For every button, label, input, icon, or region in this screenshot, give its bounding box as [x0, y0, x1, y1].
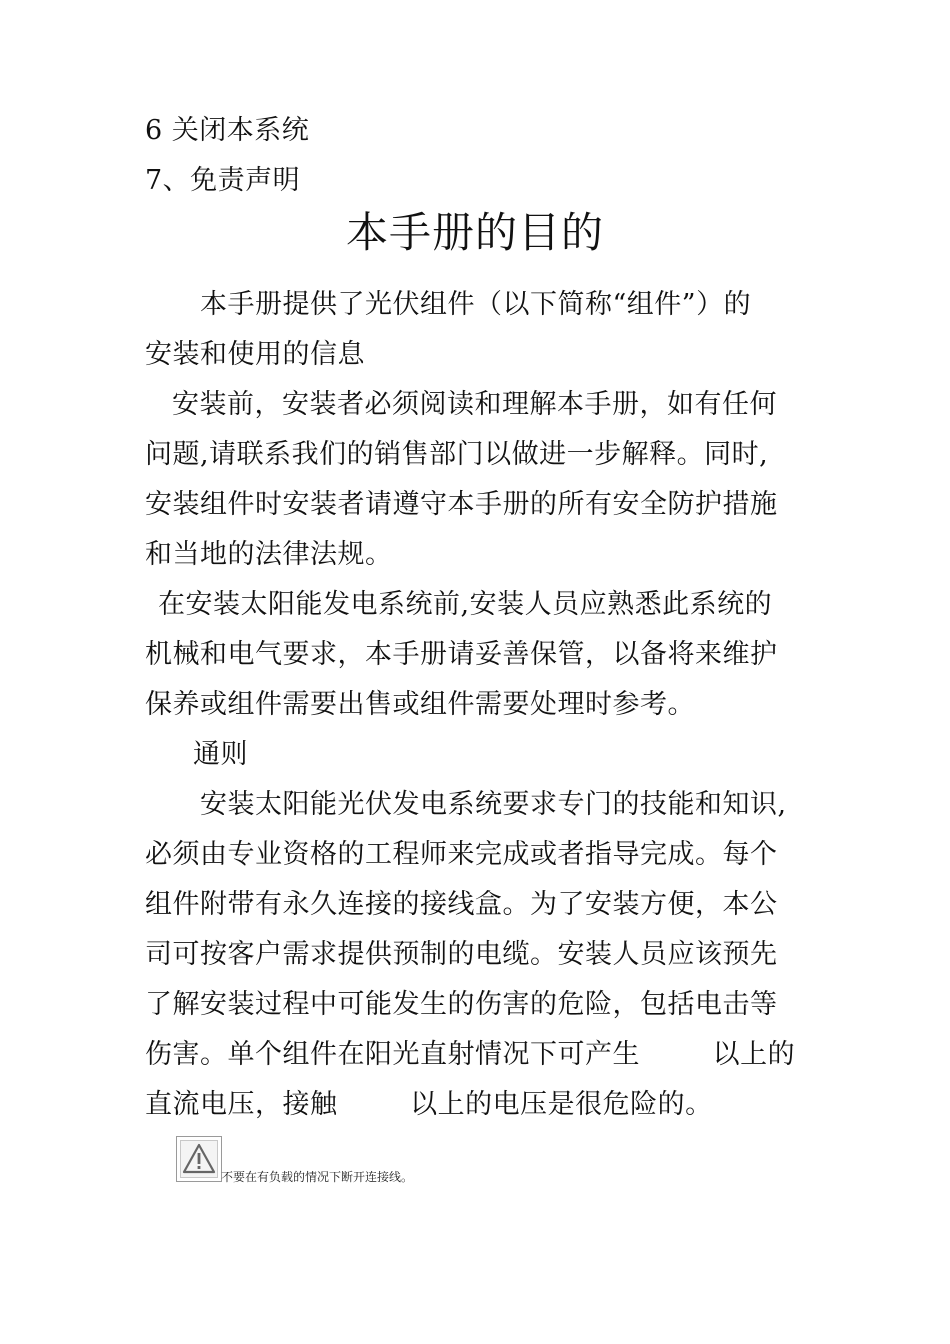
paragraph-line: 了解安装过程中可能发生的伤害的危险，包括电击等	[145, 989, 778, 1020]
paragraph-line: 在安装太阳能发电系统前,安装人员应熟悉此系统的	[158, 589, 773, 620]
warning-icon-box	[176, 1136, 222, 1182]
paragraph-line: 安装前，安装者必须阅读和理解本手册，如有任何	[172, 389, 777, 420]
subsection-heading: 通则	[193, 739, 248, 770]
paragraph-line: 和当地的法律法规。	[145, 539, 393, 570]
warning-triangle-icon	[180, 1140, 218, 1178]
warning-text: 不要在有负载的情况下断开连接线。	[221, 1170, 414, 1184]
paragraph-line: 本手册提供了光伏组件（以下简称“组件”）的	[200, 289, 752, 320]
toc-item-6: 6 关闭本系统	[145, 115, 310, 146]
paragraph-line: 直流电压，接触 以上的电压是很危险的。	[145, 1089, 713, 1120]
toc-item-7: 7、免责声明	[145, 165, 301, 196]
paragraph-line: 问题,请联系我们的销售部门以做进一步解释。同时,	[145, 439, 769, 470]
paragraph-line: 安装太阳能光伏发电系统要求专门的技能和知识,	[200, 789, 787, 820]
paragraph-line: 机械和电气要求，本手册请妥善保管，以备将来维护	[145, 639, 778, 670]
paragraph-line: 伤害。单个组件在阳光直射情况下可产生 以上的	[145, 1039, 796, 1070]
paragraph-line: 必须由专业资格的工程师来完成或者指导完成。每个	[145, 839, 778, 870]
paragraph-line: 组件附带有永久连接的接线盒。为了安装方便，本公	[145, 889, 778, 920]
paragraph-line: 司可按客户需求提供预制的电缆。安装人员应该预先	[145, 939, 778, 970]
paragraph-line: 安装组件时安装者请遵守本手册的所有安全防护措施	[145, 489, 778, 520]
paragraph-line: 保养或组件需要出售或组件需要处理时参考。	[145, 689, 695, 720]
paragraph-line: 安装和使用的信息	[145, 339, 365, 370]
section-title: 本手册的目的	[345, 208, 604, 257]
